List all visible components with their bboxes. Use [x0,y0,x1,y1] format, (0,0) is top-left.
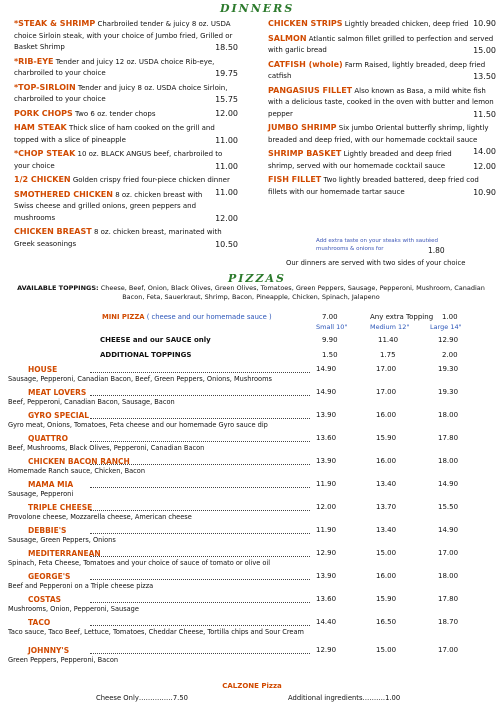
dinners-left-column [14,18,238,252]
cheese-sauce-label: CHEESE and our SAUCE only [100,336,211,344]
dinner-name: *CHOP STEAK [14,149,76,158]
pizza-desc: Beef, Pepperoni, Canadian Bacon, Sausage, Bacon [8,398,175,406]
dinner-desc: Tender and juicy 8 oz. USDA choice Sirloin, charbroiled to your choice [14,83,228,103]
pizza-desc: Homemade Ranch sauce, Chicken, Bacon [8,467,146,475]
dinner-price: 11.00 [215,161,238,171]
dinners_left-item [14,122,238,146]
dinner-name: *STEAK & SHRIMP [14,19,96,28]
pizza-desc: Taco sauce, Taco Beef, Lettuce, Tomatoes, Cheddar Cheese, Tortilla chips and Sour Cream [8,628,304,636]
pizza-price-small: 11.90 [316,480,337,488]
pizza-price-medium: 15.00 [376,549,397,557]
cheese-sauce-small: 9.90 [322,336,338,344]
pizza-price-small: 13.90 [316,457,337,465]
pizza-dot-leader [90,653,310,654]
dinner-name: CHICKEN BREAST [14,227,92,236]
pizza-price-large: 17.00 [438,646,459,654]
pizza-name: GYRO SPECIAL [28,411,90,420]
pizza-name: GEORGE'S [28,572,71,581]
pizza-dot-leader [90,510,310,511]
pizza-price-large: 17.80 [438,434,459,442]
dinner-desc: Golden crispy fried four-piece chicken dinner [72,176,230,184]
dinner-desc: 8 oz. chicken breast with Swiss cheese and grilled onions, green peppers and mushrooms [14,190,203,222]
dinner-price: 10.50 [215,239,238,249]
dinner-price: 14.00 [473,147,496,156]
pizza-desc: Green Peppers, Pepperoni, Bacon [8,656,119,664]
toppings-label: AVAILABLE TOPPINGS: [17,284,99,292]
size-header-large: Large 14" [430,323,462,331]
dinner-price: 15.00 [473,46,496,55]
pizza-price-small: 12.90 [316,549,337,557]
pizza-price-large: 18.00 [438,411,459,419]
pizza-desc: Mushrooms, Onion, Pepperoni, Sausage [8,605,139,613]
dinner-price: 11.50 [473,109,496,119]
pizza-price-small: 13.90 [316,411,337,419]
pizza-price-medium: 15.00 [376,646,397,654]
extra-topping-label: Any extra Topping [370,313,434,321]
pizza-price-medium: 16.00 [376,411,397,419]
pizza-price-small: 12.00 [316,503,337,511]
additional-small: 1.50 [322,351,338,359]
extra-topping-price: 1.00 [442,313,458,321]
dinner-price: 11.00 [215,187,238,197]
pizza-dot-leader [90,602,310,603]
pizza-dot-leader [90,579,310,580]
pizza-price-large: 15.50 [438,503,459,511]
pizza-name: JOHNNY'S [28,646,70,655]
dinner-price: 15.75 [215,95,238,104]
mini-pizza-desc: ( cheese and our homemade sauce ) [146,313,272,321]
calzone-additional: Additional ingredients……….1.00 [288,694,401,702]
dinner-name: FISH FILLET [268,175,322,184]
dinner-price: 12.00 [473,161,496,171]
dinner-price: 10.90 [473,187,496,197]
size-header-small: Small 10" [316,323,348,331]
pizza-dot-leader [90,441,310,442]
dinner-price: 12.00 [215,213,238,223]
pizza-dot-leader [90,533,310,534]
pizza-price-large: 17.80 [438,595,459,603]
dinners_right-item [268,148,496,172]
pizza-price-small: 14.90 [316,388,337,396]
pizza-price-medium: 13.40 [376,480,397,488]
dinner-price: 11.00 [215,135,238,145]
dinners_right-item [268,174,496,198]
pizza-desc: Sausage, Pepperoni, Canadian Bacon, Beef, Green Peppers, Onions, Mushrooms [8,375,272,383]
dinners_left-item [14,108,238,121]
pizza-dot-leader [90,418,310,419]
pizza-name: QUATTRO [28,434,69,443]
pizza-desc: Sausage, Pepperoni [8,490,74,498]
pizza-desc: Provolone cheese, Mozzarella cheese, American cheese [8,513,192,521]
pizza-price-medium: 15.90 [376,434,397,442]
dinners-right-column [268,18,496,200]
pizza-name: TACO [28,618,51,627]
dinners_left-item [14,18,238,54]
pizza-price-medium: 17.00 [376,365,397,373]
dinner-desc: Farm Raised, lightly breaded, deep fried catfish [268,60,486,80]
cheese-sauce-large: 12.90 [438,336,459,344]
dinner-name: PANGASIUS FILLET [268,85,353,95]
dinner-name: PORK CHOPS [14,108,73,118]
pizza-price-small: 14.90 [316,365,337,373]
dinners_left-item [14,226,238,250]
dinner-price: 18.50 [215,43,238,52]
dinner-desc: Tender and juicy 12 oz. USDA choice Rib-eye, charbroiled to your choice [14,57,215,77]
sides-note: Our dinners are served with two sides of your choice [286,259,466,267]
mini-pizza-row [102,313,272,321]
pizza-dot-leader [90,556,310,557]
dinner-price: 19.75 [215,69,238,78]
pizzas-title: PIZZAS [228,272,286,285]
pizza-name: TRIPLE CHEESE [28,503,93,512]
pizza-price-medium: 13.40 [376,526,397,534]
pizza-price-small: 13.90 [316,572,337,580]
pizza-price-large: 18.70 [438,618,459,626]
pizza-price-medium: 16.00 [376,572,397,580]
dinner-name: SMOTHERED CHICKEN [14,189,113,199]
dinners_right-item [268,33,496,57]
pizza-price-large: 17.00 [438,549,459,557]
calzone-title: CALZONE Pizza [222,682,282,690]
dinners_left-item [14,189,238,225]
pizza-price-small: 11.90 [316,526,337,534]
pizza-name: DEBBIE'S [28,526,67,535]
dinners_left-item [14,82,238,106]
pizza-price-large: 14.90 [438,526,459,534]
pizza-dot-leader [90,487,310,488]
dinner-name: SALMON [268,33,307,43]
size-header-medium: Medium 12" [370,323,410,331]
additional-large: 2.00 [442,351,458,359]
toppings-block [6,284,496,302]
dinner-name: CATFISH (whole) [268,59,343,69]
dinner-desc: Charbroiled tender & juicy 8 oz. USDA choice Sirloin steak, with your choice of Jumbo fried, Grilled or Basket Shrimp [14,20,233,51]
dinners_right-item [268,85,496,121]
pizza-name: COSTAS [28,595,62,604]
dinner-price: 13.50 [473,72,496,81]
dinner-name: *RIB-EYE [14,56,54,66]
pizza-price-large: 18.00 [438,572,459,580]
pizza-price-small: 14.40 [316,618,337,626]
pizza-dot-leader [90,372,310,373]
dinner-desc: Two lightly breaded battered, deep fried cod fillets with our homemade tartar sauce [268,176,479,196]
pizza-dot-leader [90,625,310,626]
cheese-sauce-medium: 11.40 [378,336,399,344]
pizza-price-small: 13.60 [316,595,337,603]
dinner-name: JUMBO SHRIMP [268,123,337,132]
pizza-dot-leader [90,395,310,396]
dinner-name: HAM STEAK [14,123,67,132]
dinner-name: 1/2 CHICKEN [14,175,71,184]
pizza-price-medium: 16.50 [376,618,397,626]
pizza-price-small: 13.60 [316,434,337,442]
pizza-desc: Spinach, Feta Cheese, Tomatoes and your choice of sauce of tomato or olive oil [8,559,271,567]
dinner-name: SHRIMP BASKET [268,149,342,158]
dinner-desc: Lightly breaded and deep fried shrimp, served with our homemade cocktail sauce [268,150,452,170]
pizza-name: MEAT LOVERS [28,388,87,397]
dinners_left-item [14,148,238,172]
pizza-desc: Gyro meat, Onions, Tomatoes, Feta cheese and our homemade Gyro sauce dip [8,421,268,429]
pizza-price-medium: 15.90 [376,595,397,603]
dinner-price: 12.00 [215,108,238,118]
pizza-price-medium: 16.00 [376,457,397,465]
dinner-name: *TOP-SIRLOIN [14,82,76,92]
pizza-price-large: 19.30 [438,365,459,373]
dinners_right-item [268,18,496,31]
dinners_right-item [268,59,496,83]
pizza-price-medium: 13.70 [376,503,397,511]
additional-medium: 1.75 [380,351,396,359]
dinner-name: CHICKEN STRIPS [268,19,343,28]
dinner-desc: Six jumbo Oriental butterfly shrimp, lightly breaded and deep fried, with our homemade cocktail sauce [268,124,489,144]
pizza-name: CHICKEN BACON RANCH [28,457,130,466]
pizza-name: HOUSE [28,365,58,374]
pizza-desc: Beef, Mushrooms, Black Olives, Pepperoni, Canadian Bacon [8,444,205,452]
pizza-name: MEDITERRANEAN [28,549,101,558]
dinner-desc: Atlantic salmon fillet grilled to perfection and served with garlic bread [268,34,494,54]
toppings-text: Cheese, Beef, Onion, Black Olives, Green Olives, Tomatoes, Green Peppers, Sausage, Pepperoni, Mushroom, Canadian Bacon, Feta, Sauerkraut, Shrimp, Bacon, Pineapple, Chicken, Spinach, Jalapeno [100,284,485,301]
dinner-desc: Thick slice of ham cooked on the grill and topped with a slice of pineapple [14,124,215,144]
pizza-price-large: 19.30 [438,388,459,396]
pizza-price-large: 18.00 [438,457,459,465]
dinners_left-item [14,56,238,80]
pizza-price-large: 14.90 [438,480,459,488]
dinner-desc: Also known as Basa, a mild white fish with a delicious taste, cooked in the oven with butter and lemon pepper [268,86,494,118]
dinners-title: DINNERS [220,2,295,15]
pizza-dot-leader [90,464,310,465]
calzone-cheese: Cheese Only……………7.50 [96,694,188,702]
dinner-desc: 10 oz. BLACK ANGUS beef, charbroiled to your choice [14,150,223,170]
pizza-price-small: 12.90 [316,646,337,654]
mini-pizza-price: 7.00 [322,313,338,321]
sauteed-note: Add extra taste on your steaks with sautéed mushrooms & onions for [316,238,438,252]
pizza-desc: Sausage, Green Peppers, Onions [8,536,116,544]
dinner-desc: Two 6 oz. tender chops [75,109,156,118]
additional-label: ADDITIONAL TOPPINGS [100,351,192,359]
dinner-price: 10.90 [473,19,496,28]
dinner-desc: Lightly breaded chicken, deep fried [344,20,469,28]
pizza-desc: Beef and Pepperoni on a Triple cheese pizza [8,582,154,590]
pizza-price-medium: 17.00 [376,388,397,396]
dinner-desc: 8 oz. chicken breast, marinated with Greek seasonings [14,228,222,248]
sauteed-price: 1.80 [428,246,445,255]
mini-pizza-label: MINI PIZZA [102,313,145,321]
pizza-name: MAMA MIA [28,480,74,489]
